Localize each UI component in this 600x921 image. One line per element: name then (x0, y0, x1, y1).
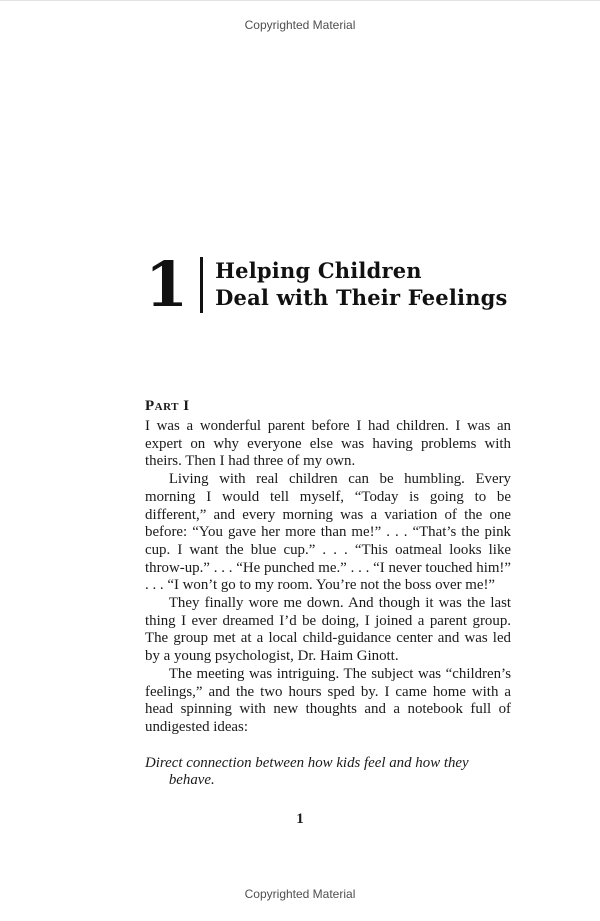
paragraph: They finally wore me down. And though it was the last thing I ever dreamed I’d be doing, I joined a parent group. The group met at a local child-guidance center and was led by a young psychologist, Dr. Haim Ginott. (145, 595, 511, 665)
paragraph: I was a wonderful parent before I had children. I was an expert on why everyone else was having problems with theirs. Then I had three of my own. (145, 418, 511, 470)
chapter-title-line-1: Helping Children (215, 258, 422, 283)
chapter-heading (145, 248, 508, 321)
italic-note-paragraph: Direct connection between how kids feel and how they behave. (145, 754, 469, 789)
paragraph: Living with real children can be humbling. Every morning I would tell myself, “Today is going to be different,” and every morning was a variation of the one before: “You gave her more than me!” . . . “That’s the pink cup. I want the blue cup.” . . . “This oatmeal looks like throw-up.” . . . “He punched me.” . . . “I never touched him!” . . . “I won’t go to my room. You’re not the boss over me!” (145, 471, 511, 594)
copyright-notice-top: Copyrighted Material (244, 18, 356, 32)
chapter-title-line-2: Deal with Their Feelings (215, 285, 508, 310)
chapter-divider-rule (200, 257, 203, 313)
section-heading: Part I (145, 398, 190, 414)
chapter-number: 1 (145, 248, 189, 321)
chapter-title (215, 253, 507, 315)
page-number: 1 (296, 811, 304, 827)
body-text-column (145, 398, 511, 790)
copyright-notice-bottom: Copyrighted Material (244, 887, 356, 901)
paragraph: The meeting was intriguing. The subject was “children’s feelings,” and the two hours sped by. I came home with a head spinning with new thoughts and a notebook full of undigested ideas: (145, 665, 511, 735)
